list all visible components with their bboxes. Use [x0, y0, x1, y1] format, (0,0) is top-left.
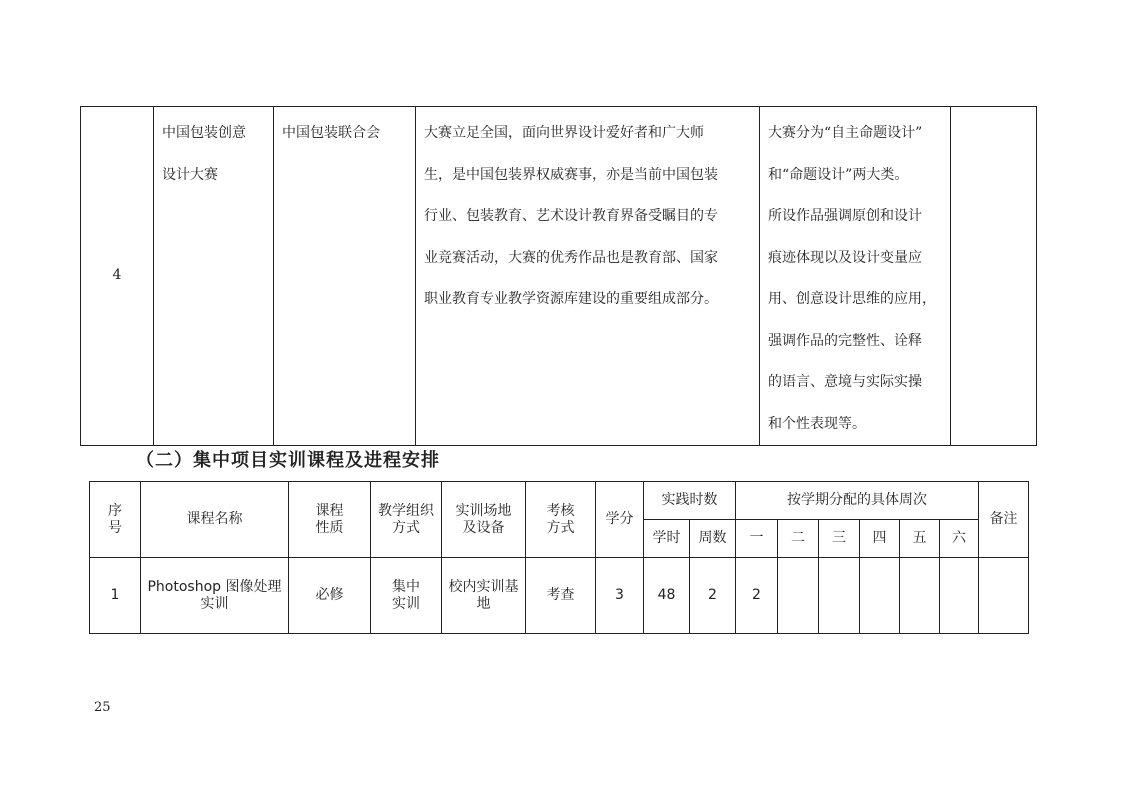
header-text: 及设备	[462, 519, 505, 536]
header-semester-4: 四	[860, 520, 900, 558]
course-name-line: 实训	[200, 595, 229, 612]
header-text: 教学组织	[378, 502, 434, 519]
cell-teaching-mode	[371, 558, 442, 634]
competition-remark	[951, 107, 1037, 446]
requirement-line: 大赛分为“自主命题设计”	[768, 125, 923, 141]
intro-line: 行业、包装教育、艺术设计教育界备受瞩目的专	[424, 208, 718, 224]
requirement-line: 所设作品强调原创和设计	[768, 208, 922, 224]
cell-remarks	[979, 558, 1029, 634]
header-semester-2: 二	[778, 520, 819, 558]
cell-course-name	[141, 558, 289, 634]
cell-semester-5	[900, 558, 940, 634]
header-weeks: 周数	[690, 520, 736, 558]
venue-line: 校内实训基	[448, 578, 519, 595]
cell-semester-6	[940, 558, 979, 634]
intro-line: 职业教育专业教学资源库建设的重要组成部分。	[424, 291, 718, 307]
requirement-line: 强调作品的完整性、诠释	[768, 332, 922, 349]
header-text: 号	[108, 519, 122, 536]
teaching-mode-line: 实训	[392, 595, 420, 612]
table-row	[81, 107, 1037, 446]
header-remarks: 备注	[979, 482, 1029, 558]
header-text: 序	[108, 502, 122, 519]
competition-table	[80, 106, 1037, 446]
header-credit: 学分	[596, 482, 644, 558]
cell-seq: 1	[90, 558, 141, 634]
cell-weeks: 2	[690, 558, 736, 634]
cell-venue	[442, 558, 526, 634]
header-semester-3: 三	[819, 520, 860, 558]
table-row	[90, 558, 1029, 634]
cell-semester-2	[778, 558, 819, 634]
header-text: 方式	[392, 519, 420, 536]
page-number: 25	[94, 700, 111, 715]
section-heading: （二）集中项目实训课程及进程安排	[136, 450, 440, 471]
competition-name-line: 中国包装创意	[162, 125, 246, 141]
header-venue	[442, 482, 526, 558]
organizer	[274, 107, 416, 446]
header-text: 课程	[315, 502, 344, 519]
header-semester-6: 六	[940, 520, 979, 558]
requirement-line: 痕迹体现以及设计变量应	[768, 249, 922, 266]
requirement-line: 和个性表现等。	[768, 415, 866, 432]
cell-assessment: 考查	[526, 558, 596, 634]
intro-line: 生，是中国包装界权威赛事，亦是当前中国包装	[424, 166, 718, 183]
header-text: 考核	[546, 502, 575, 519]
competition-name-line: 设计大赛	[162, 166, 218, 183]
header-assessment	[526, 482, 596, 558]
intro-line: 大赛立足全国，面向世界设计爱好者和广大师	[424, 125, 704, 141]
cell-credit: 3	[596, 558, 644, 634]
header-text: 方式	[546, 519, 575, 536]
cell-semester-4	[860, 558, 900, 634]
header-practice-hours: 实践时数	[644, 482, 736, 520]
venue-line: 地	[476, 595, 491, 612]
organizer-text: 中国包装联合会	[282, 125, 380, 141]
course-table	[89, 481, 1029, 634]
header-seq	[90, 482, 141, 558]
header-nature	[289, 482, 371, 558]
cell-hours: 48	[644, 558, 690, 634]
cell-semester-1: 2	[736, 558, 778, 634]
header-course-name: 课程名称	[141, 482, 289, 558]
competition-requirements	[760, 107, 951, 446]
competition-intro	[416, 107, 760, 446]
requirement-line: 和“命题设计”两大类。	[768, 166, 909, 183]
intro-line: 业竞赛活动，大赛的优秀作品也是教育部、国家	[424, 249, 718, 266]
header-row	[90, 482, 1029, 520]
header-hours: 学时	[644, 520, 690, 558]
requirement-line: 的语言、意境与实际实操	[768, 374, 922, 390]
requirement-line: 用、创意设计思维的应用，	[768, 291, 936, 307]
header-text: 实训场地	[455, 502, 512, 519]
header-semester-weeks: 按学期分配的具体周次	[736, 482, 979, 520]
cell-nature: 必修	[289, 558, 371, 634]
header-teaching-mode	[371, 482, 442, 558]
row-number: 4	[81, 107, 154, 446]
header-text: 性质	[315, 519, 344, 536]
course-name-line: Photoshop 图像处理	[147, 578, 282, 595]
cell-semester-3	[819, 558, 860, 634]
competition-name	[154, 107, 274, 446]
header-semester-1: 一	[736, 520, 778, 558]
teaching-mode-line: 集中	[392, 578, 420, 595]
header-semester-5: 五	[900, 520, 940, 558]
